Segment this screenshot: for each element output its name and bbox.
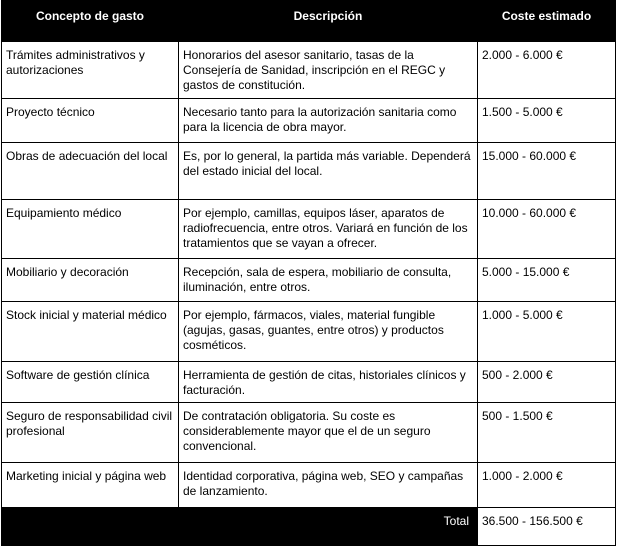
concept-cell: Software de gestión clínica	[2, 362, 179, 403]
description-cell: Por ejemplo, fármacos, viales, material fungible (agujas, gasas, guantes, entre otros) y productos cosméticos.	[179, 302, 478, 362]
cost-cell: 10.000 - 60.000 €	[478, 200, 616, 259]
cost-cell: 15.000 - 60.000 €	[478, 143, 616, 200]
concept-cell: Equipamiento médico	[2, 200, 179, 259]
cost-cell: 1.500 - 5.000 €	[478, 99, 616, 143]
table-header-row	[2, 1, 616, 42]
table-row	[2, 143, 616, 200]
description-cell: Identidad corporativa, página web, SEO y campañas de lanzamiento.	[179, 463, 478, 508]
cost-cell: 500 - 2.000 €	[478, 362, 616, 403]
cost-cell: 1.000 - 5.000 €	[478, 302, 616, 362]
total-value: 36.500 - 156.500 €	[478, 508, 616, 546]
cost-cell: 5.000 - 15.000 €	[478, 259, 616, 302]
description-cell: Herramienta de gestión de citas, historiales clínicos y facturación.	[179, 362, 478, 403]
table-row	[2, 362, 616, 403]
cost-cell: 500 - 1.500 €	[478, 403, 616, 463]
concept-cell: Stock inicial y material médico	[2, 302, 179, 362]
cost-cell: 2.000 - 6.000 €	[478, 42, 616, 99]
cost-table	[1, 0, 616, 546]
concept-cell: Seguro de responsabilidad civil profesional	[2, 403, 179, 463]
header-concept: Concepto de gasto	[2, 1, 179, 42]
cost-cell: 1.000 - 2.000 €	[478, 463, 616, 508]
concept-cell: Obras de adecuación del local	[2, 143, 179, 200]
header-description: Descripción	[179, 1, 478, 42]
header-cost: Coste estimado	[478, 1, 616, 42]
description-cell: Recepción, sala de espera, mobiliario de consulta, iluminación, entre otros.	[179, 259, 478, 302]
concept-cell: Trámites administrativos y autorizaciones	[2, 42, 179, 99]
concept-cell: Proyecto técnico	[2, 99, 179, 143]
table-row	[2, 99, 616, 143]
table-row	[2, 42, 616, 99]
total-row	[2, 508, 616, 546]
description-cell: Por ejemplo, camillas, equipos láser, aparatos de radiofrecuencia, entre otros. Variará en función de los tratamientos que se vayan a ofrecer.	[179, 200, 478, 259]
table-row	[2, 259, 616, 302]
description-cell: Es, por lo general, la partida más variable. Dependerá del estado inicial del local.	[179, 143, 478, 200]
description-cell: De contratación obligatoria. Su coste es considerablemente mayor que el de un seguro convencional.	[179, 403, 478, 463]
concept-cell: Marketing inicial y página web	[2, 463, 179, 508]
description-cell: Necesario tanto para la autorización sanitaria como para la licencia de obra mayor.	[179, 99, 478, 143]
table-row	[2, 463, 616, 508]
total-label: Total	[2, 508, 478, 546]
description-cell: Honorarios del asesor sanitario, tasas de la Consejería de Sanidad, inscripción en el REGC y gastos de constitución.	[179, 42, 478, 99]
table-row	[2, 302, 616, 362]
table-row	[2, 200, 616, 259]
concept-cell: Mobiliario y decoración	[2, 259, 179, 302]
table-row	[2, 403, 616, 463]
